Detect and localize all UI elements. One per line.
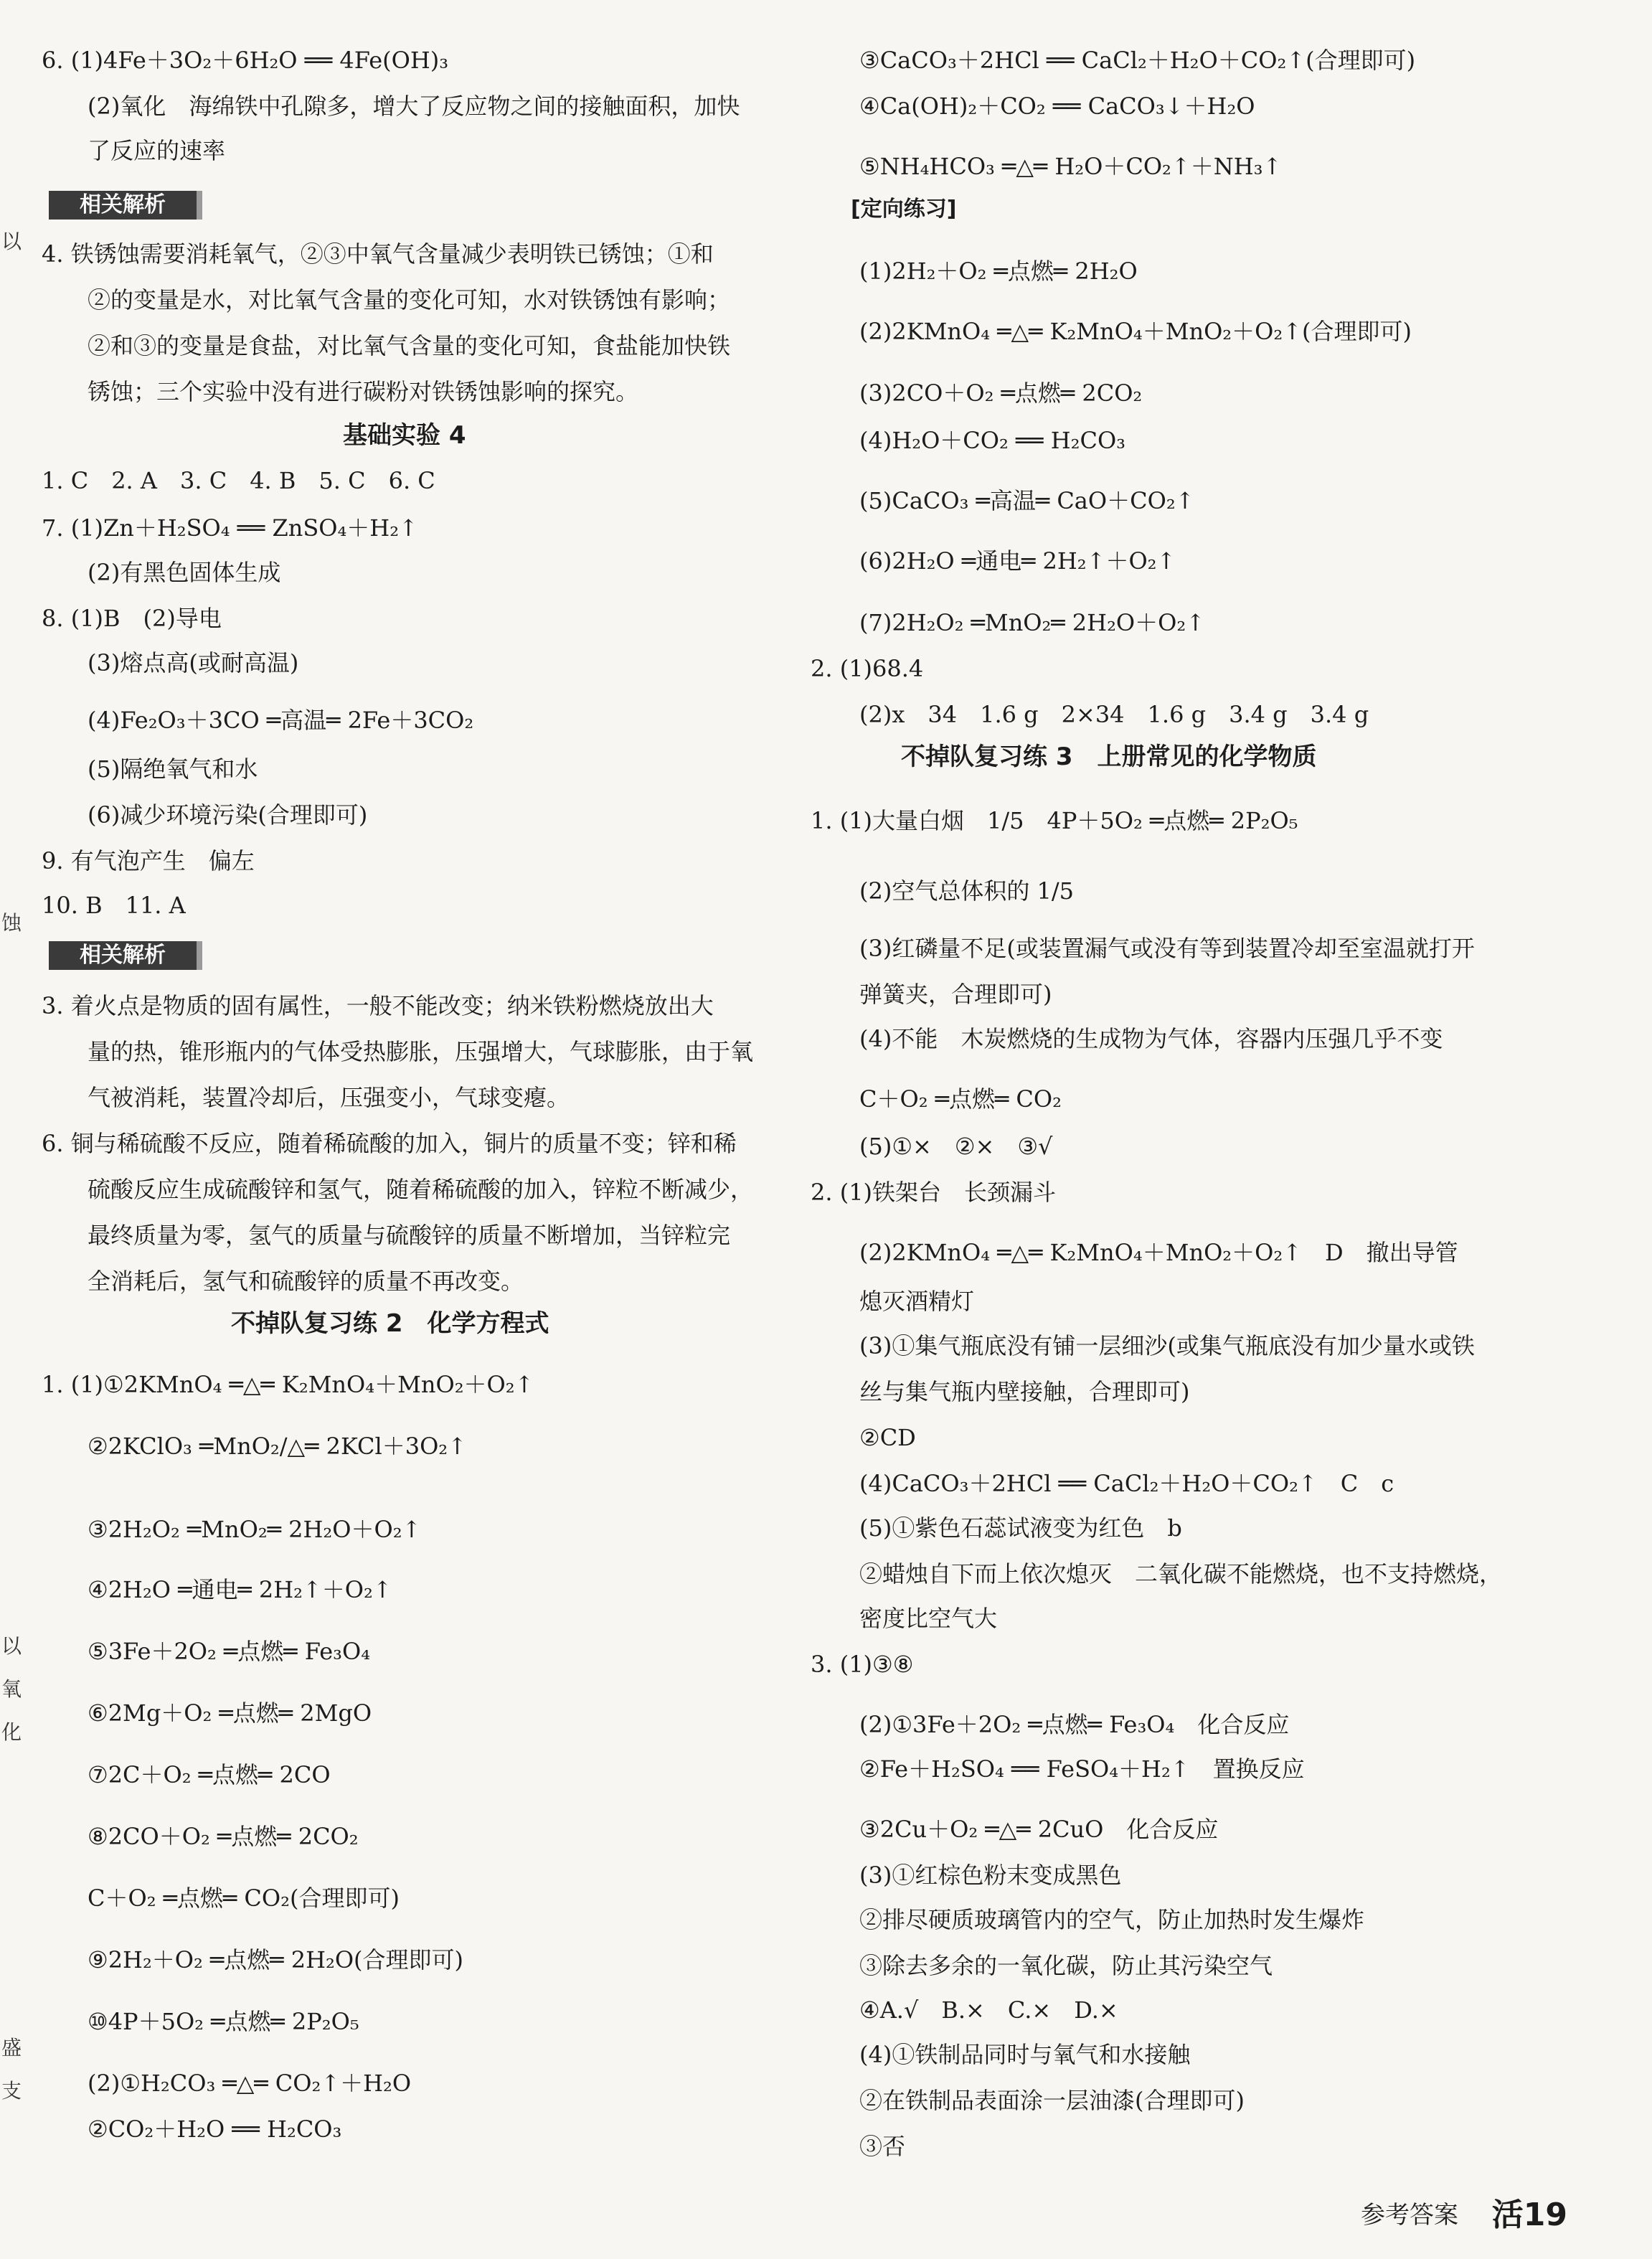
answer-line: ②CD bbox=[859, 1424, 916, 1451]
answer-line: (4)CaCO₃＋2HCl ══ CaCl₂＋H₂O＋CO₂↑ C c bbox=[859, 1470, 1394, 1497]
answer-line: ③否 bbox=[859, 2133, 906, 2160]
answer-line: 了反应的速率 bbox=[88, 137, 226, 164]
answer-line: (5)隔绝氧气和水 bbox=[88, 755, 258, 783]
answer-line: 2. (1)铁架台 长颈漏斗 bbox=[811, 1179, 1057, 1206]
equation-line: ⑤3Fe＋2O₂ ═点燃═ Fe₃O₄ bbox=[88, 1638, 371, 1665]
analysis-line: ②的变量是水，对比氧气含量的变化可知，水对铁锈蚀有影响； bbox=[88, 286, 731, 313]
equation-line: ⑩4P＋5O₂ ═点燃═ 2P₂O₅ bbox=[88, 2008, 359, 2035]
footer-label: 参考答案 bbox=[1361, 2201, 1458, 2230]
answer-line: 弹簧夹，合理即可) bbox=[859, 981, 1052, 1008]
analysis-line: 锈蚀；三个实验中没有进行碳粉对铁锈蚀影响的探究。 bbox=[88, 378, 639, 405]
margin-char: 盛 bbox=[1, 2036, 22, 2060]
answer-line: ②在铁制品表面涂一层油漆(合理即可) bbox=[859, 2087, 1245, 2114]
equation-line: ⑥2Mg＋O₂ ═点燃═ 2MgO bbox=[88, 1699, 372, 1727]
answer-line: (2)有黑色固体生成 bbox=[88, 559, 281, 586]
equation-line: ⑨2H₂＋O₂ ═点燃═ 2H₂O(合理即可) bbox=[88, 1946, 464, 1973]
answer-line: (2)氧化 海绵铁中孔隙多，增大了反应物之间的接触面积，加快 bbox=[88, 93, 740, 120]
analysis-badge: 相关解析 bbox=[49, 941, 197, 970]
answer-line: (2)①3Fe＋2O₂ ═点燃═ Fe₃O₄ 化合反应 bbox=[859, 1711, 1290, 1738]
analysis-line: 4. 铁锈蚀需要消耗氧气，②③中氧气含量减少表明铁已锈蚀；①和 bbox=[42, 240, 714, 268]
page-number: 活19 bbox=[1491, 2197, 1567, 2233]
answer-line: (5)①× ②× ③√ bbox=[859, 1133, 1053, 1160]
answer-line: 2. (1)68.4 bbox=[811, 655, 924, 682]
answer-line: (4)①铁制品同时与氧气和水接触 bbox=[859, 2041, 1191, 2068]
section-heading: 不掉队复习练 2 化学方程式 bbox=[231, 1309, 549, 1338]
equation-line: (2)①H₂CO₃ ═△═ CO₂↑＋H₂O bbox=[88, 2070, 412, 2097]
answer-line: 1. C 2. A 3. C 4. B 5. C 6. C bbox=[42, 467, 435, 494]
answer-line: (5)①紫色石蕊试液变为红色 b bbox=[859, 1514, 1182, 1542]
answer-line: C＋O₂ ═点燃═ CO₂ bbox=[859, 1085, 1062, 1113]
equation-line: ④Ca(OH)₂＋CO₂ ══ CaCO₃↓＋H₂O bbox=[859, 93, 1255, 120]
answer-line: 7. (1)Zn＋H₂SO₄ ══ ZnSO₄＋H₂↑ bbox=[42, 514, 418, 542]
margin-char: 化 bbox=[1, 1720, 22, 1744]
equation-line: ③2H₂O₂ ═MnO₂═ 2H₂O＋O₂↑ bbox=[88, 1516, 422, 1543]
answer-line: ②Fe＋H₂SO₄ ══ FeSO₄＋H₂↑ 置换反应 bbox=[859, 1755, 1305, 1783]
answer-line: (3)红磷量不足(或装置漏气或没有等到装置冷却至室温就打开 bbox=[859, 935, 1475, 962]
answer-line: (2)2KMnO₄ ═△═ K₂MnO₄＋MnO₂＋O₂↑ D 撤出导管 bbox=[859, 1239, 1458, 1266]
answer-line: ②排尽硬质玻璃管内的空气，防止加热时发生爆炸 bbox=[859, 1906, 1365, 1933]
equation-line: ⑧2CO＋O₂ ═点燃═ 2CO₂ bbox=[88, 1823, 359, 1850]
equation-line: C＋O₂ ═点燃═ CO₂(合理即可) bbox=[88, 1885, 400, 1912]
equation-line: ③CaCO₃＋2HCl ══ CaCl₂＋H₂O＋CO₂↑(合理即可) bbox=[859, 47, 1416, 74]
answer-line: (3)①集气瓶底没有铺一层细沙(或集气瓶底没有加少量水或铁 bbox=[859, 1332, 1475, 1359]
answer-line: (4)Fe₂O₃＋3CO ═高温═ 2Fe＋3CO₂ bbox=[88, 707, 474, 734]
answer-line: 丝与集气瓶内壁接触，合理即可) bbox=[859, 1378, 1190, 1405]
answer-line: ③2Cu＋O₂ ═△═ 2CuO 化合反应 bbox=[859, 1816, 1219, 1843]
margin-char: 以 bbox=[1, 1634, 22, 1658]
answer-line: ②蜡烛自下而上依次熄灭 二氧化碳不能燃烧，也不支持燃烧， bbox=[859, 1560, 1503, 1588]
equation-line: (1)2H₂＋O₂ ═点燃═ 2H₂O bbox=[859, 258, 1138, 285]
answer-line: 3. (1)③⑧ bbox=[811, 1651, 914, 1678]
answer-line: 9. 有气泡产生 偏左 bbox=[42, 847, 255, 874]
analysis-line: 硫酸反应生成硫酸锌和氢气，随着稀硫酸的加入，锌粒不断减少， bbox=[88, 1176, 754, 1203]
equation-line: (2)2KMnO₄ ═△═ K₂MnO₄＋MnO₂＋O₂↑(合理即可) bbox=[859, 318, 1412, 345]
answer-line: (2)x 34 1.6 g 2×34 1.6 g 3.4 g 3.4 g bbox=[859, 701, 1369, 728]
analysis-badge: 相关解析 bbox=[49, 191, 197, 220]
answer-line: ③除去多余的一氧化碳，防止其污染空气 bbox=[859, 1952, 1273, 1979]
answer-line: (3)熔点高(或耐高温) bbox=[88, 649, 299, 676]
analysis-line: 气被消耗，装置冷却后，压强变小，气球变瘪。 bbox=[88, 1084, 570, 1111]
analysis-line: 3. 着火点是物质的固有属性，一般不能改变；纳米铁粉燃烧放出大 bbox=[42, 992, 714, 1019]
answer-line: 8. (1)B (2)导电 bbox=[42, 605, 222, 632]
equation-line: (7)2H₂O₂ ═MnO₂═ 2H₂O＋O₂↑ bbox=[859, 609, 1206, 636]
analysis-line: ②和③的变量是食盐，对比氧气含量的变化可知，食盐能加快铁 bbox=[88, 332, 731, 359]
equation-line: ⑤NH₄HCO₃ ═△═ H₂O＋CO₂↑＋NH₃↑ bbox=[859, 153, 1283, 180]
margin-char: 以 bbox=[1, 230, 22, 253]
analysis-line: 6. 铜与稀硫酸不反应，随着稀硫酸的加入，铜片的质量不变；锌和稀 bbox=[42, 1130, 737, 1157]
margin-char: 蚀 bbox=[1, 911, 22, 935]
answer-line: 密度比空气大 bbox=[859, 1605, 998, 1632]
answer-line: (3)①红棕色粉末变成黑色 bbox=[859, 1862, 1122, 1889]
answer-line: 熄灭酒精灯 bbox=[859, 1288, 975, 1315]
equation-line: ⑦2C＋O₂ ═点燃═ 2CO bbox=[88, 1761, 331, 1788]
equation-line: (5)CaCO₃ ═高温═ CaO＋CO₂↑ bbox=[859, 487, 1195, 514]
analysis-line: 最终质量为零，氢气的质量与硫酸锌的质量不断增加，当锌粒完 bbox=[88, 1222, 731, 1249]
analysis-line: 全消耗后，氢气和硫酸锌的质量不再改变。 bbox=[88, 1268, 524, 1295]
equation-line: ②CO₂＋H₂O ══ H₂CO₃ bbox=[88, 2116, 342, 2143]
answer-line: 10. B 11. A bbox=[42, 892, 186, 919]
section-heading: 基础实验 4 bbox=[343, 421, 466, 450]
answer-line: (2)空气总体积的 1/5 bbox=[859, 877, 1075, 905]
answer-line: 1. (1)大量白烟 1/5 4P＋5O₂ ═点燃═ 2P₂O₅ bbox=[811, 807, 1298, 834]
equation-line: (4)H₂O＋CO₂ ══ H₂CO₃ bbox=[859, 427, 1126, 454]
equation-line: ②2KClO₃ ═MnO₂/△═ 2KCl＋3O₂↑ bbox=[88, 1433, 467, 1460]
equation-line: (6)2H₂O ═通电═ 2H₂↑＋O₂↑ bbox=[859, 547, 1176, 575]
subsection-label: [定向练习] bbox=[851, 197, 957, 222]
margin-char: 支 bbox=[1, 2079, 22, 2103]
section-heading: 不掉队复习练 3 上册常见的化学物质 bbox=[901, 742, 1317, 771]
analysis-line: 量的热，锥形瓶内的气体受热膨胀，压强增大，气球膨胀，由于氧 bbox=[88, 1038, 754, 1065]
answer-line: (6)减少环境污染(合理即可) bbox=[88, 801, 368, 829]
answer-line: (4)不能 木炭燃烧的生成物为气体，容器内压强几乎不变 bbox=[859, 1025, 1443, 1052]
equation-line: (3)2CO＋O₂ ═点燃═ 2CO₂ bbox=[859, 379, 1143, 407]
answer-line: 6. (1)4Fe＋3O₂＋6H₂O ══ 4Fe(OH)₃ bbox=[42, 47, 449, 74]
margin-char: 氧 bbox=[1, 1677, 22, 1701]
equation-line: ④2H₂O ═通电═ 2H₂↑＋O₂↑ bbox=[88, 1576, 392, 1603]
equation-line: 1. (1)①2KMnO₄ ═△═ K₂MnO₄＋MnO₂＋O₂↑ bbox=[42, 1371, 534, 1398]
answer-line: ④A.√ B.× C.× D.× bbox=[859, 1996, 1118, 2024]
